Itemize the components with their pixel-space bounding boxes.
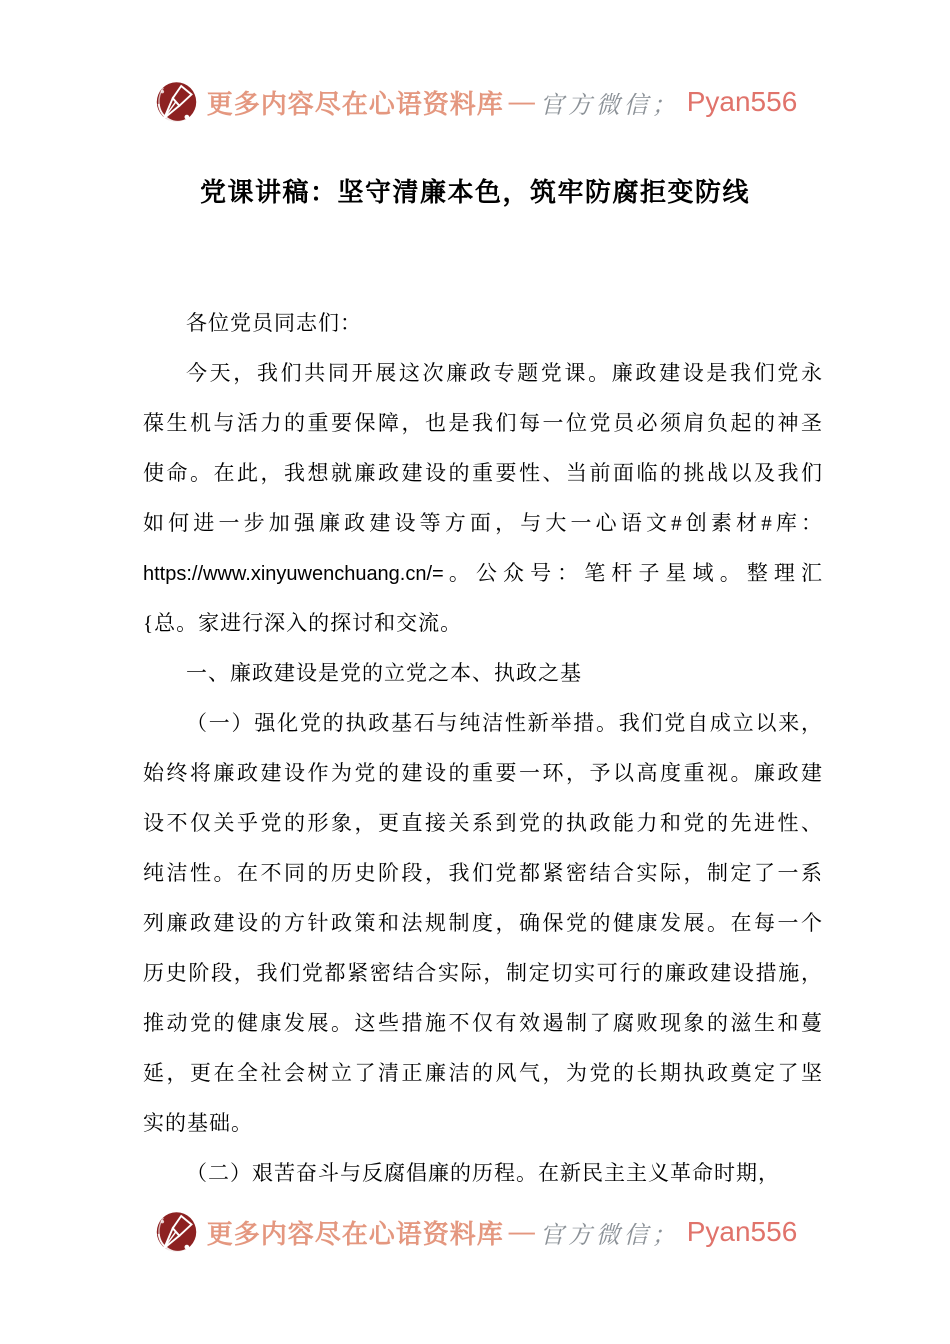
body-line: 各位党员同志们： xyxy=(186,311,362,335)
body-line: （二）艰苦奋斗与反腐倡廉的历程。在新民主主义革命时期， xyxy=(186,1161,780,1185)
body-line: 纯洁性。在不同的历史阶段，我们党都紧密结合实际，制定了一系 xyxy=(143,861,823,885)
banner-dash: — xyxy=(508,87,535,116)
body-line: 如何进一步加强廉政建设等方面，与大一心语文#创素材#库： xyxy=(143,511,823,535)
body-line: {总。家进行深入的探讨和交流。 xyxy=(143,611,463,635)
pen-seal-logo-icon xyxy=(153,74,200,130)
section-heading: 一、廉政建设是党的立党之本、执政之基 xyxy=(186,661,582,685)
body-line: 实的基础。 xyxy=(143,1111,253,1135)
banner-dash: — xyxy=(508,1217,535,1246)
body-line: 设不仅关乎党的形象，更直接关系到党的执政能力和党的先进性、 xyxy=(143,811,823,835)
body-line: 推动党的健康发展。这些措施不仅有效遏制了腐败现象的滋生和蔓 xyxy=(143,1011,823,1035)
body-line-with-url xyxy=(143,548,823,598)
banner-wechat-label: 官方微信； xyxy=(539,92,680,119)
body-line: （一）强化党的执政基石与纯洁性新举措。我们党自成立以来， xyxy=(186,711,823,735)
url-text: https://www.xinyuwenchuang.cn/= xyxy=(143,563,444,585)
banner-wechat-label: 官方微信； xyxy=(539,1222,680,1249)
body-line: 始终将廉政建设作为党的建设的重要一环，予以高度重视。廉政建 xyxy=(143,761,823,785)
body-line: 列廉政建设的方针政策和法规制度，确保党的健康发展。在每一个 xyxy=(143,911,823,935)
banner-wechat-id: Pyan556 xyxy=(686,86,798,117)
promo-banner-header xyxy=(0,70,950,134)
banner-main-text: 更多内容尽在心语资料库 xyxy=(206,1219,504,1249)
body-line: 延，更在全社会树立了清正廉洁的风气，为党的长期执政奠定了坚 xyxy=(143,1061,823,1085)
pen-seal-logo-icon xyxy=(153,1204,200,1260)
body-line: 历史阶段，我们党都紧密结合实际，制定切实可行的廉政建设措施， xyxy=(143,961,823,985)
document-title: 党课讲稿：坚守清廉本色，筑牢防腐拒变防线 xyxy=(199,178,750,207)
body-line: 使命。在此，我想就廉政建设的重要性、当前面临的挑战以及我们 xyxy=(143,461,823,485)
banner-main-text: 更多内容尽在心语资料库 xyxy=(206,89,504,119)
body-line: 葆生机与活力的重要保障，也是我们每一位党员必须肩负起的神圣 xyxy=(143,411,823,435)
body-line: 今天，我们共同开展这次廉政专题党课。廉政建设是我们党永 xyxy=(186,361,823,385)
body-line-tail: 。公众号：笔杆子星域。整理汇 xyxy=(443,561,823,585)
promo-banner-footer xyxy=(0,1200,950,1264)
banner-wechat-id: Pyan556 xyxy=(686,1216,798,1247)
document-body xyxy=(143,298,823,1198)
